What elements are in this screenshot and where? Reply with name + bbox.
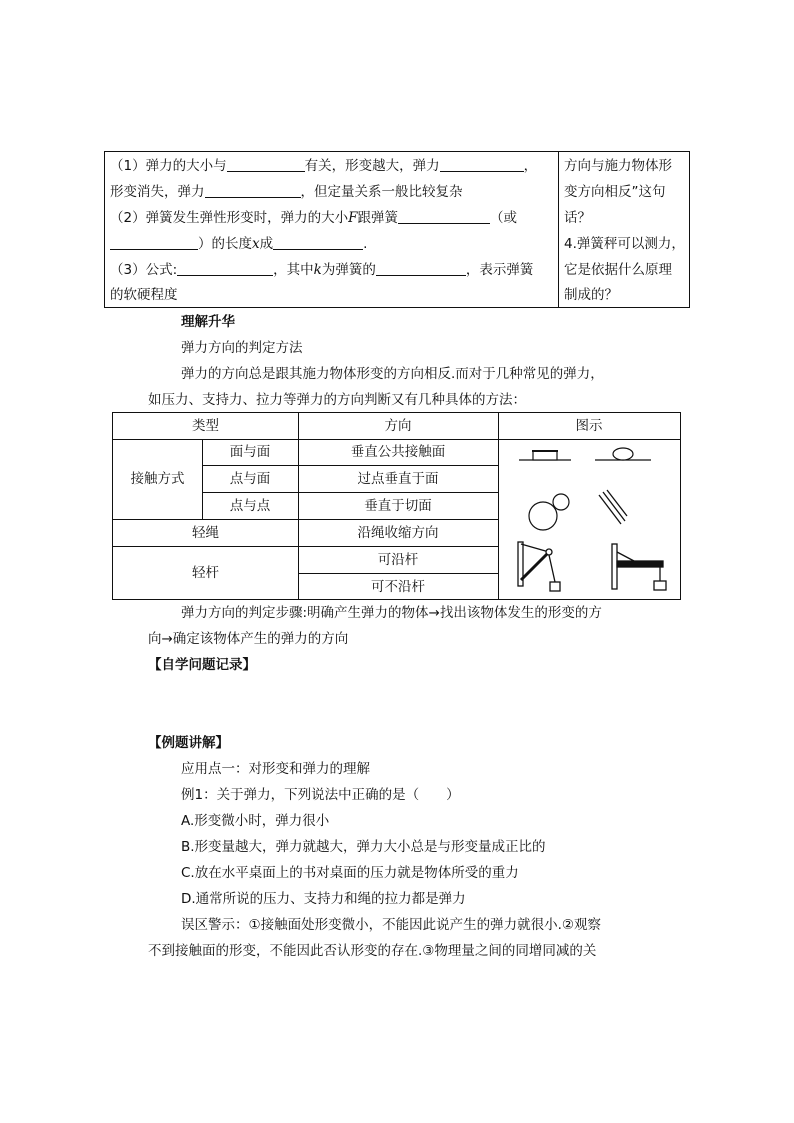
table-header-type: 类型 <box>192 418 219 434</box>
side-question-6: 制成的？ <box>564 287 618 303</box>
force-diagrams <box>499 440 679 598</box>
table-cell: 过点垂直于面 <box>357 471 439 487</box>
blank[interactable] <box>273 235 363 250</box>
section-heading: 理解升华 <box>181 314 235 330</box>
option-a: A.形变微小时，弹力很小 <box>181 813 330 829</box>
side-question-5: 它是依据什么原理 <box>564 262 672 278</box>
table-cell-contact: 接触方式 <box>130 471 185 487</box>
table-cell: 点与点 <box>229 498 271 514</box>
rope-bracket-diagram <box>518 542 560 591</box>
blank[interactable] <box>177 261 273 276</box>
example-question: 例1：关于弹力，下列说法中正确的是（ ） <box>181 787 460 803</box>
blank[interactable] <box>227 157 305 172</box>
point-point-diagram <box>529 494 569 530</box>
point-surface-diagram <box>595 448 651 460</box>
side-question-2: 变方向相反”这句 <box>564 184 666 200</box>
rod-bracket-diagram <box>612 544 666 590</box>
table-header-diagram: 图示 <box>575 418 603 434</box>
direction-table <box>112 412 681 600</box>
blank[interactable] <box>376 261 466 276</box>
paragraph: 如压力、支持力、拉力等弹力的方向判断又有几种具体的方法： <box>148 392 526 408</box>
option-d: D.通常所说的压力、支持力和绳的拉力都是弹力 <box>181 891 466 907</box>
blank[interactable] <box>205 183 301 198</box>
box-divider <box>558 152 559 307</box>
side-question-4: 4.弹簧秤可以测力， <box>564 236 685 252</box>
table-cell: 轻绳 <box>192 525 219 541</box>
warning-text: 误区警示：①接触面处形变微小，不能因此说产生的弹力就很小.②观察 <box>181 917 601 933</box>
table-cell: 垂直公共接触面 <box>350 444 446 460</box>
box-line-2: 形变消失，弹力 ，但定量关系一般比较复杂 <box>110 184 463 200</box>
table-cell: 面与面 <box>229 444 271 460</box>
section-subtitle: 弹力方向的判定方法 <box>181 340 303 356</box>
table-cell: 可不沿杆 <box>371 579 425 595</box>
paragraph: 弹力方向的判定步骤:明确产生弹力的物体→找出该物体发生的形变的方 <box>181 605 602 621</box>
warning-text: 不到接触面的形变，不能因此否认形变的存在.③物理量之间的同增同减的关 <box>148 943 597 959</box>
example-heading: 【例题讲解】 <box>148 735 229 751</box>
box-line-1: （1）弹力的大小与 有关，形变越大，弹力 ， <box>110 158 538 174</box>
blank[interactable] <box>110 235 198 250</box>
application-point: 应用点一：对形变和弹力的理解 <box>181 761 370 777</box>
table-cell: 可沿杆 <box>377 552 419 568</box>
table-cell: 沿绳收缩方向 <box>357 525 439 541</box>
option-b: B.形变量越大，弹力就越大，弹力大小总是与形变量成正比的 <box>181 839 546 855</box>
box-line-4: ）的长度x成 . <box>110 234 367 254</box>
option-c: C.放在水平桌面上的书对桌面的压力就是物体所受的重力 <box>181 865 519 881</box>
box-line-3: （2）弹簧发生弹性形变时，弹力的大小F跟弹簧 （或 <box>110 210 517 226</box>
table-cell: 轻杆 <box>192 565 219 581</box>
table-cell: 点与面 <box>229 471 271 487</box>
paragraph: 弹力的方向总是跟其施力物体形变的方向相反.而对于几种常见的弹力， <box>181 366 604 382</box>
blank[interactable] <box>398 209 490 224</box>
table-header-direction: 方向 <box>384 418 412 434</box>
paragraph: 向→确定该物体产生的弹力的方向 <box>148 631 349 647</box>
table-cell: 垂直于切面 <box>364 498 432 514</box>
box-line-6: 的软硬程度 <box>110 287 178 303</box>
blank[interactable] <box>440 157 524 172</box>
side-question-1: 方向与施力物体形 <box>564 158 672 174</box>
rod-contact-diagram <box>599 490 627 524</box>
surface-contact-diagram <box>519 451 571 460</box>
box-line-5: （3）公式: ，其中k为弹簧的 ，表示弹簧 <box>110 262 534 278</box>
record-heading: 【自学问题记录】 <box>148 657 256 673</box>
side-question-3: 话？ <box>564 210 591 226</box>
